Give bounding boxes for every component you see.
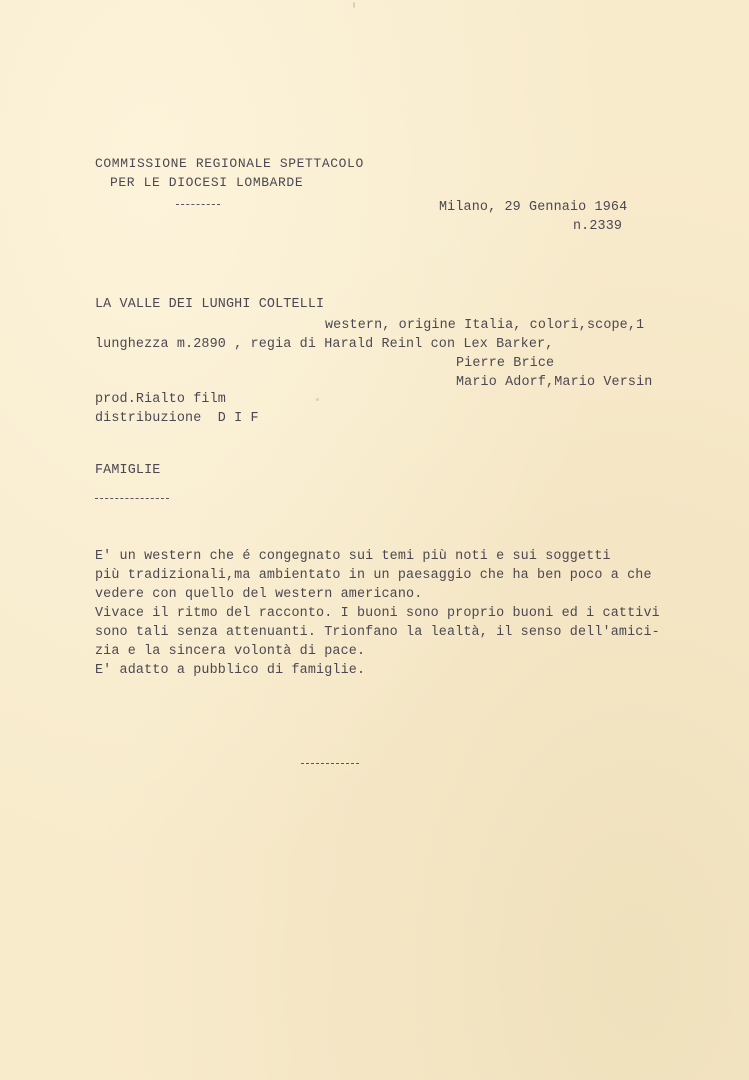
film-cast-line-3: Mario Adorf,Mario Versin [456,375,653,390]
film-details-line-1: western, origine Italia, colori,scope,1 [325,318,645,333]
organization-name: COMMISSIONE REGIONALE SPETTACOLO [95,156,364,171]
review-line-1: E' un western che é congegnato sui temi più noti e sui soggetti [95,549,611,564]
place-date: Milano, 29 Gennaio 1964 [439,200,628,215]
closing-rule [301,763,359,764]
organization-subtitle: PER LE DIOCESI LOMBARDE [110,175,304,190]
review-line-5: sono tali senza attenuanti. Trionfano la lealtà, il senso dell'amici- [95,625,660,640]
review-line-7: E' adatto a pubblico di famiglie. [95,663,366,678]
film-distribution: distribuzione D I F [95,411,259,426]
film-production: prod.Rialto film [95,392,226,407]
document-number: n.2339 [573,219,623,234]
film-details-line-2: lunghezza m.2890 , regia di Harald Reinl con Lex Barker, [95,337,554,352]
review-line-3: vedere con quello del western americano. [95,587,423,602]
review-line-4: Vivace il ritmo del racconto. I buoni sono proprio buoni ed i cattivi [95,606,660,621]
paper-speck [353,2,355,8]
review-line-6: zia e la sincera volontà di pace. [95,644,366,659]
header-rule [176,204,220,205]
review-line-2: più tradizionali,ma ambientato in un paesaggio che ha ben poco a che [95,568,652,583]
film-title: LA VALLE DEI LUNGHI COLTELLI [95,297,325,312]
paper-speck [316,398,319,401]
rating-rule [95,498,169,499]
rating-label: FAMIGLIE [95,463,161,478]
film-cast-line-2: Pierre Brice [456,356,555,371]
